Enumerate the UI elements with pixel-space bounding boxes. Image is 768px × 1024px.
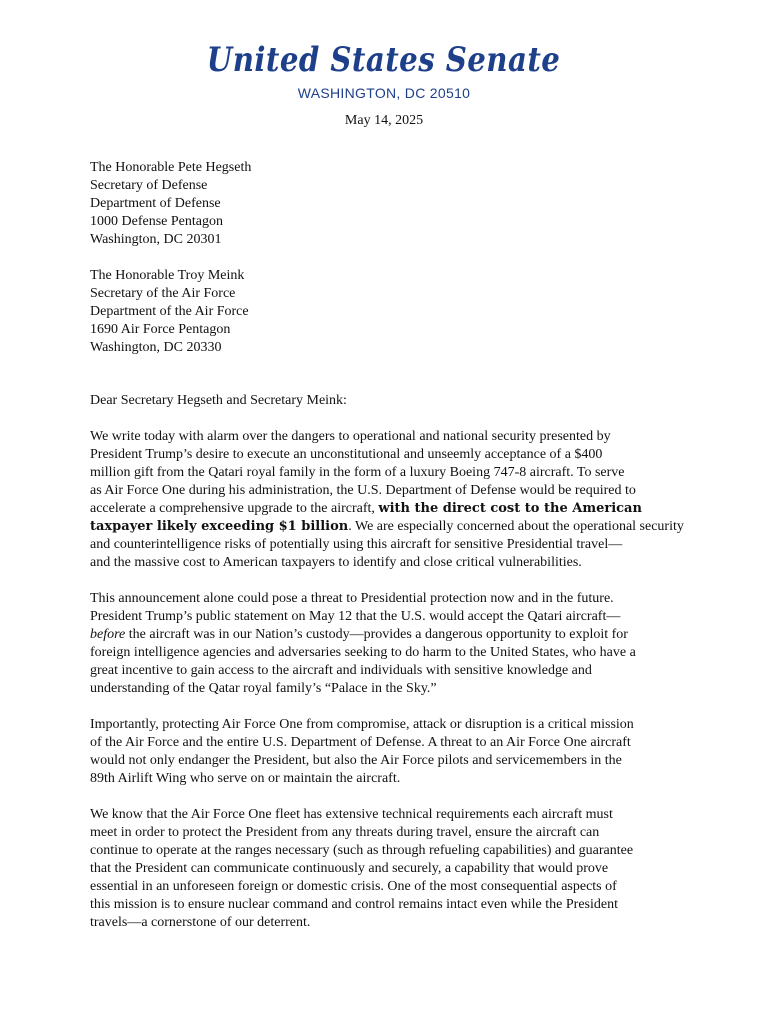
letterhead (0, 38, 768, 102)
text-line (90, 500, 690, 518)
paragraph-3 (90, 716, 690, 788)
letter-body (90, 159, 690, 950)
address-line: Secretary of Defense (90, 178, 208, 193)
address-line: The Honorable Pete Hegseth (90, 160, 252, 175)
address-line: Washington, DC 20301 (90, 232, 222, 247)
text-run: that the President can communicate continuously and securely, a capability that would prove (90, 861, 609, 876)
text-run: this mission is to ensure nuclear command and control remains intact even while the President (90, 897, 618, 912)
text-line (90, 590, 690, 608)
text-run: and counterintelligence risks of potentially using this aircraft for sensitive Presidential travel— (90, 537, 623, 552)
text-line (90, 482, 690, 500)
text-run: . We are especially concerned about the operational security (348, 519, 684, 534)
text-line (90, 860, 690, 878)
address-line: 1690 Air Force Pentagon (90, 322, 231, 337)
text-line (90, 752, 690, 770)
paragraph-2 (90, 590, 690, 698)
text-line (90, 770, 690, 788)
italic-before-text: before (90, 627, 126, 642)
text-line (90, 806, 690, 824)
text-run: the aircraft was in our Nation’s custody—provides a dangerous opportunity to exploit for (125, 627, 628, 642)
text-run: foreign intelligence agencies and adversaries seeking to do harm to the United States, who have a (90, 645, 636, 660)
text-run: 89th Airlift Wing who serve on or maintain the aircraft. (90, 771, 401, 786)
text-run: great incentive to gain access to the aircraft and individuals with sensitive knowledge and (90, 663, 592, 678)
text-run: would not only endanger the President, but also the Air Force pilots and servicemembers in the (90, 753, 622, 768)
text-line (90, 608, 690, 626)
text-run: We write today with alarm over the dangers to operational and national security presented by (90, 429, 611, 444)
text-line (90, 680, 690, 698)
text-run: President Trump’s desire to execute an unconstitutional and unseemly acceptance of a $400 (90, 447, 603, 462)
text-line (90, 842, 690, 860)
letter-date: May 14, 2025 (344, 113, 424, 128)
text-line (90, 914, 690, 932)
text-line (90, 824, 690, 842)
text-line (90, 662, 690, 680)
text-line (90, 644, 690, 662)
text-line (90, 446, 690, 464)
text-run: essential in an unforeseen foreign or domestic crisis. One of the most consequential aspects of (90, 879, 617, 894)
address-line: The Honorable Troy Meink (90, 268, 245, 283)
text-run: accelerate a comprehensive upgrade to the aircraft, (90, 501, 379, 516)
recipient-address-meink (90, 267, 690, 357)
text-line (90, 716, 690, 734)
paragraph-1 (90, 428, 690, 572)
text-run: and the massive cost to American taxpayers to identify and close critical vulnerabilities. (90, 555, 582, 570)
text-line (90, 896, 690, 914)
address-line: Washington, DC 20330 (90, 340, 222, 355)
text-run: travels—a cornerstone of our deterrent. (90, 915, 311, 930)
address-line: Department of Defense (90, 196, 221, 211)
text-line (90, 734, 690, 752)
salutation: Dear Secretary Hegseth and Secretary Meink: (90, 393, 347, 408)
text-run: We know that the Air Force One fleet has extensive technical requirements each aircraft must (90, 807, 613, 822)
text-line (90, 428, 690, 446)
senate-title: United States Senate (207, 40, 561, 80)
senate-address: WASHINGTON, DC 20510 (297, 85, 471, 101)
text-run: understanding of the Qatar royal family’s “Palace in the Sky.” (90, 681, 437, 696)
text-run: as Air Force One during his administration, the U.S. Department of Defense would be required to (90, 483, 636, 498)
text-line (90, 536, 690, 554)
text-line (90, 464, 690, 482)
text-run: This announcement alone could pose a threat to Presidential protection now and in the future. (90, 591, 614, 606)
text-line (90, 554, 690, 572)
emphasized-cost-text: with the direct cost to the American (378, 501, 642, 516)
text-line (90, 878, 690, 896)
recipient-address-hegseth (90, 159, 690, 249)
text-line (90, 626, 690, 644)
emphasized-cost-text: taxpayer likely exceeding $1 billion (90, 519, 349, 534)
text-run: President Trump’s public statement on May 12 that the U.S. would accept the Qatari aircraft— (90, 609, 621, 624)
text-run: of the Air Force and the entire U.S. Department of Defense. A threat to an Air Force One aircraft (90, 735, 631, 750)
text-line (90, 518, 690, 536)
text-run: Importantly, protecting Air Force One from compromise, attack or disruption is a critical mission (90, 717, 634, 732)
address-line: 1000 Defense Pentagon (90, 214, 223, 229)
text-run: million gift from the Qatari royal family in the form of a luxury Boeing 747-8 aircraft. To serve (90, 465, 625, 480)
text-run: continue to operate at the ranges necessary (such as through refueling capabilities) and guarantee (90, 843, 634, 858)
address-line: Department of the Air Force (90, 304, 249, 319)
paragraph-4 (90, 806, 690, 932)
address-line: Secretary of the Air Force (90, 286, 236, 301)
text-run: meet in order to protect the President from any threats during travel, ensure the aircraft can (90, 825, 600, 840)
